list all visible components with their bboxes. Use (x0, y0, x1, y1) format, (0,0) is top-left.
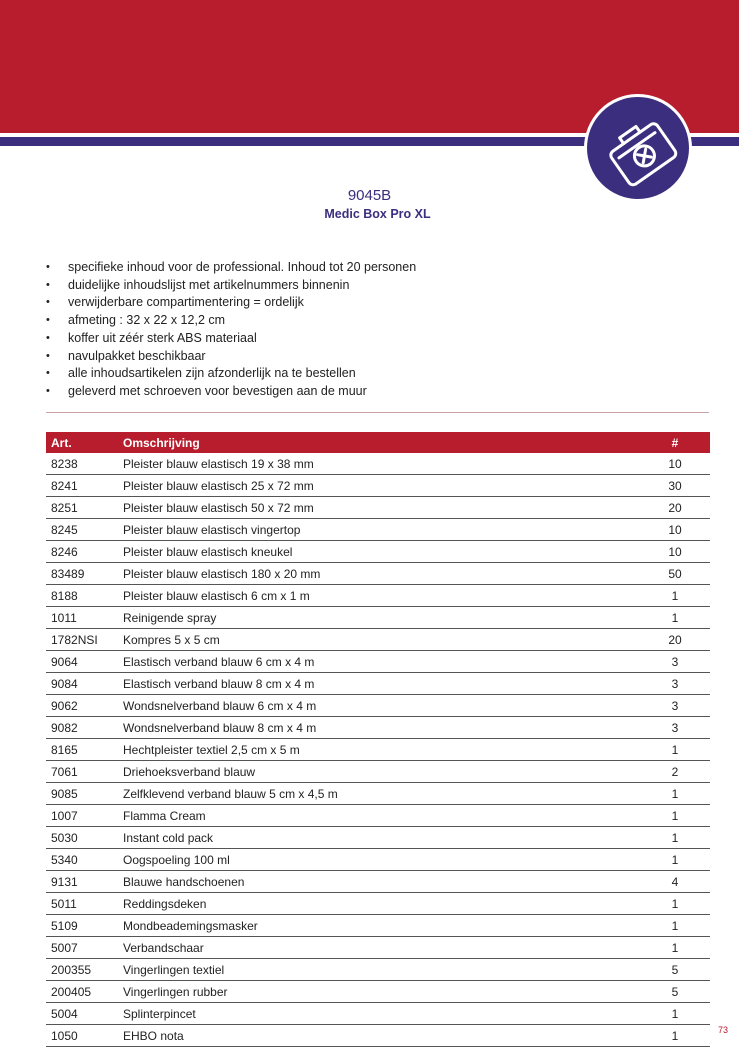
article-number: 8246 (46, 541, 118, 563)
item-description: Pleister blauw elastisch 50 x 72 mm (118, 497, 640, 519)
table-row (46, 717, 710, 739)
article-number: 8188 (46, 585, 118, 607)
article-number: 9062 (46, 695, 118, 717)
feature-item: • geleverd met schroeven voor bevestigen aan de muur (46, 383, 706, 401)
item-quantity: 1 (640, 915, 710, 937)
table-header-row (46, 432, 710, 453)
article-number: 1050 (46, 1025, 118, 1047)
item-quantity: 1 (640, 805, 710, 827)
item-quantity: 1 (640, 893, 710, 915)
item-description: Pleister blauw elastisch vingertop (118, 519, 640, 541)
item-quantity: 4 (640, 871, 710, 893)
table-row (46, 695, 710, 717)
item-description: Verbandschaar (118, 937, 640, 959)
item-description: Driehoeksverband blauw (118, 761, 640, 783)
table-row (46, 871, 710, 893)
feature-item: • navulpakket beschikbaar (46, 348, 706, 366)
feature-list (46, 259, 706, 401)
item-quantity: 10 (640, 453, 710, 475)
feature-item: • specifieke inhoud voor de professional. Inhoud tot 20 personen (46, 259, 706, 277)
feature-item: • koffer uit zéér sterk ABS materiaal (46, 330, 706, 348)
article-number: 5030 (46, 827, 118, 849)
item-description: Vingerlingen textiel (118, 959, 640, 981)
table-row (46, 629, 710, 651)
item-description: Splinterpincet (118, 1003, 640, 1025)
item-description: Oogspoeling 100 ml (118, 849, 640, 871)
item-description: Mondbeademingsmasker (118, 915, 640, 937)
article-number: 1782NSI (46, 629, 118, 651)
item-description: Blauwe handschoenen (118, 871, 640, 893)
article-number: 5109 (46, 915, 118, 937)
item-description: Elastisch verband blauw 8 cm x 4 m (118, 673, 640, 695)
page-number: 73 (718, 1025, 729, 1035)
item-quantity: 30 (640, 475, 710, 497)
product-name: Medic Box Pro XL (324, 207, 431, 221)
product-code: 9045B (347, 187, 392, 204)
table-row (46, 827, 710, 849)
item-quantity: 1 (640, 783, 710, 805)
item-quantity: 5 (640, 981, 710, 1003)
article-number: 9082 (46, 717, 118, 739)
article-number: 1007 (46, 805, 118, 827)
item-quantity: 1 (640, 607, 710, 629)
article-number: 8245 (46, 519, 118, 541)
article-number: 1011 (46, 607, 118, 629)
item-quantity: 1 (640, 1003, 710, 1025)
article-number: 5340 (46, 849, 118, 871)
item-quantity: 3 (640, 717, 710, 739)
item-description: Pleister blauw elastisch 19 x 38 mm (118, 453, 640, 475)
table-row (46, 783, 710, 805)
table-row (46, 937, 710, 959)
item-quantity: 10 (640, 519, 710, 541)
item-description: Vingerlingen rubber (118, 981, 640, 1003)
item-quantity: 50 (640, 563, 710, 585)
article-number: 200355 (46, 959, 118, 981)
table-row (46, 1025, 710, 1047)
item-description: Flamma Cream (118, 805, 640, 827)
item-quantity: 1 (640, 937, 710, 959)
item-description: Zelfklevend verband blauw 5 cm x 4,5 m (118, 783, 640, 805)
table-row (46, 519, 710, 541)
item-description: Pleister blauw elastisch 25 x 72 mm (118, 475, 640, 497)
item-quantity: 10 (640, 541, 710, 563)
article-number: 5007 (46, 937, 118, 959)
item-quantity: 1 (640, 827, 710, 849)
table-row (46, 563, 710, 585)
table-row (46, 915, 710, 937)
item-description: Pleister blauw elastisch 180 x 20 mm (118, 563, 640, 585)
table-row (46, 475, 710, 497)
table-row (46, 541, 710, 563)
article-number: 9085 (46, 783, 118, 805)
item-description: Hechtpleister textiel 2,5 cm x 5 m (118, 739, 640, 761)
item-quantity: 1 (640, 849, 710, 871)
feature-item: • verwijderbare compartimentering = ordelijk (46, 294, 706, 312)
item-description: Reinigende spray (118, 607, 640, 629)
item-quantity: 3 (640, 651, 710, 673)
table-row (46, 651, 710, 673)
article-number: 5004 (46, 1003, 118, 1025)
article-number: 9131 (46, 871, 118, 893)
article-number: 5011 (46, 893, 118, 915)
article-number: 7061 (46, 761, 118, 783)
item-quantity: 20 (640, 497, 710, 519)
item-quantity: 5 (640, 959, 710, 981)
item-description: Kompres 5 x 5 cm (118, 629, 640, 651)
article-number: 200405 (46, 981, 118, 1003)
contents-table (46, 432, 710, 1047)
item-quantity: 1 (640, 585, 710, 607)
feature-item: • duidelijke inhoudslijst met artikelnummers binnenin (46, 277, 706, 295)
header-art: Art. (46, 432, 118, 453)
table-row (46, 893, 710, 915)
table-row (46, 805, 710, 827)
header-quantity: # (640, 432, 710, 453)
table-row (46, 739, 710, 761)
table-row (46, 453, 710, 475)
article-number: 9084 (46, 673, 118, 695)
feature-item: • alle inhoudsartikelen zijn afzonderlijk na te bestellen (46, 365, 706, 383)
table-row (46, 959, 710, 981)
table-row (46, 585, 710, 607)
item-description: Instant cold pack (118, 827, 640, 849)
item-description: EHBO nota (118, 1025, 640, 1047)
article-number: 8238 (46, 453, 118, 475)
header-description: Omschrijving (118, 432, 640, 453)
table-row (46, 761, 710, 783)
first-aid-case-icon (599, 109, 683, 193)
feature-item: • afmeting : 32 x 22 x 12,2 cm (46, 312, 706, 330)
item-quantity: 1 (640, 1025, 710, 1047)
item-quantity: 1 (640, 739, 710, 761)
article-number: 9064 (46, 651, 118, 673)
table-row (46, 981, 710, 1003)
item-description: Elastisch verband blauw 6 cm x 4 m (118, 651, 640, 673)
table-row (46, 673, 710, 695)
item-quantity: 3 (640, 695, 710, 717)
table-row (46, 849, 710, 871)
item-quantity: 20 (640, 629, 710, 651)
item-description: Reddingsdeken (118, 893, 640, 915)
table-row (46, 497, 710, 519)
article-number: 8241 (46, 475, 118, 497)
table-row (46, 1003, 710, 1025)
item-description: Pleister blauw elastisch 6 cm x 1 m (118, 585, 640, 607)
product-badge (584, 94, 692, 202)
item-description: Pleister blauw elastisch kneukel (118, 541, 640, 563)
section-divider (46, 412, 709, 413)
item-description: Wondsnelverband blauw 6 cm x 4 m (118, 695, 640, 717)
article-number: 8165 (46, 739, 118, 761)
article-number: 83489 (46, 563, 118, 585)
table-row (46, 607, 710, 629)
item-quantity: 3 (640, 673, 710, 695)
item-quantity: 2 (640, 761, 710, 783)
item-description: Wondsnelverband blauw 8 cm x 4 m (118, 717, 640, 739)
article-number: 8251 (46, 497, 118, 519)
